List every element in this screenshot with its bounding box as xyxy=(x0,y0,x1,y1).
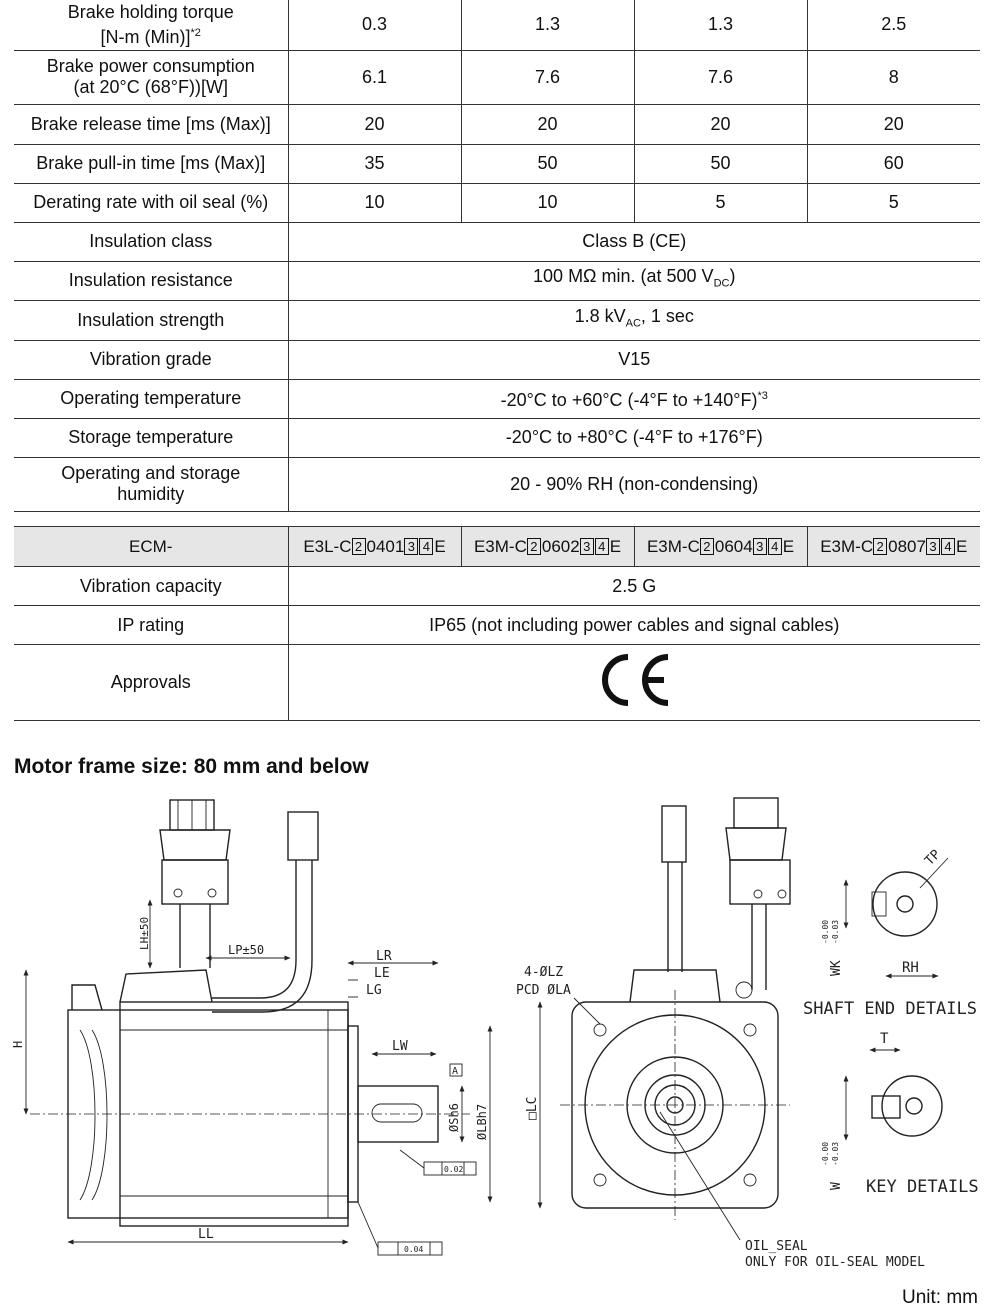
table-row xyxy=(14,261,980,300)
cell-value: 20 xyxy=(461,104,634,144)
cell-value: -20°C to +60°C (-4°F to +140°F)$^{*3}$ xyxy=(288,379,980,418)
dim-lw: LW xyxy=(392,1039,408,1054)
cell-value: 60 xyxy=(807,144,980,183)
table-row xyxy=(14,645,980,721)
row-label: Storage temperature xyxy=(14,418,288,457)
ce-mark-cell xyxy=(288,645,980,721)
dim-lg: LG xyxy=(366,983,382,998)
side-view xyxy=(11,800,490,1255)
dim-le: LE xyxy=(374,966,390,981)
unit-note: Unit: mm xyxy=(902,1287,978,1308)
cell-value: 20 xyxy=(807,104,980,144)
cell-value: 1.8 $kV_{AC}$, 1 sec xyxy=(288,300,980,340)
cell-value: 10 xyxy=(461,183,634,222)
spec-table-environment xyxy=(14,0,980,512)
front-view xyxy=(516,798,925,1270)
cell-value: 1.3 xyxy=(634,0,807,50)
dim-lb: ØLBh7 xyxy=(475,1103,489,1140)
label-oil-seal: OIL_SEAL xyxy=(745,1239,808,1254)
table-row xyxy=(14,606,980,645)
model-number: E3L-C 2 0401 3 4 E xyxy=(288,527,461,567)
motor-dimension-drawing xyxy=(0,780,1000,1280)
header-ecm: ECM- xyxy=(14,527,288,567)
label-t: T xyxy=(880,1031,889,1047)
row-label: Insulation strength xyxy=(14,300,288,340)
section-title: Motor frame size: 80 mm and below xyxy=(14,755,369,778)
table-row xyxy=(14,567,980,606)
cell-value: Class B (CE) xyxy=(288,222,980,261)
model-number: E3M-C 2 0604 3 4 E xyxy=(634,527,807,567)
wk-tol-1: -0.00 xyxy=(821,919,830,944)
cell-value: 5 xyxy=(634,183,807,222)
cell-value: 1.3 xyxy=(461,0,634,50)
row-label: Brake pull-in time [ms (Max)] xyxy=(14,144,288,183)
cell-value: V15 xyxy=(288,340,980,379)
row-label: IP rating xyxy=(14,606,288,645)
tol-perp: 0.04 xyxy=(404,1245,424,1254)
cell-value: 20 - 90% RH (non-condensing) xyxy=(288,457,980,511)
table-row xyxy=(14,300,980,340)
label-rh: RH xyxy=(902,960,919,976)
key-details-title: KEY DETAILS xyxy=(866,1177,979,1197)
row-label: Brake holding torque [N-m (Min)]$^{*2}$ xyxy=(14,0,288,50)
table-row xyxy=(14,340,980,379)
cell-value: 8 xyxy=(807,50,980,104)
cell-value: 20 xyxy=(634,104,807,144)
row-label: Brake release time [ms (Max)] xyxy=(14,104,288,144)
table-row xyxy=(14,379,980,418)
cell-value: 10 xyxy=(288,183,461,222)
cell-value: 7.6 xyxy=(634,50,807,104)
row-label: Vibration capacity xyxy=(14,567,288,606)
dim-ll: LL xyxy=(198,1227,214,1242)
cell-value: 20 xyxy=(288,104,461,144)
cell-value: 5 xyxy=(807,183,980,222)
model-number: E3M-C 2 0602 3 4 E xyxy=(461,527,634,567)
row-label: Vibration grade xyxy=(14,340,288,379)
table-row xyxy=(14,222,980,261)
row-label: Derating rate with oil seal (%) xyxy=(14,183,288,222)
row-label: Insulation resistance xyxy=(14,261,288,300)
wk-tol-2: -0.03 xyxy=(831,919,840,944)
model-number: E3M-C 2 0807 3 4 E xyxy=(807,527,980,567)
label-lz: 4-ØLZ xyxy=(524,965,564,980)
label-pcd: PCD ØLA xyxy=(516,983,571,998)
cell-value: 50 xyxy=(634,144,807,183)
dim-lc: □LC xyxy=(525,1096,540,1120)
spec-table-approvals xyxy=(14,526,980,721)
cell-value: 6.1 xyxy=(288,50,461,104)
table-row xyxy=(14,0,980,50)
row-label: Brake power consumption (at 20°C (68°F))[W] xyxy=(14,50,288,104)
table-header-row xyxy=(14,527,980,567)
w-tol-1: -0.00 xyxy=(821,1141,830,1166)
cell-value: 0.3 xyxy=(288,0,461,50)
label-oil-seal-note: ONLY FOR OIL-SEAL MODEL xyxy=(745,1255,926,1270)
table-row xyxy=(14,183,980,222)
table-row xyxy=(14,104,980,144)
table-row xyxy=(14,50,980,104)
row-label: Operating and storage humidity xyxy=(14,457,288,511)
datum-a: A xyxy=(452,1066,459,1077)
cell-value: 2.5 G xyxy=(288,567,980,606)
table-row xyxy=(14,418,980,457)
shaft-end-details xyxy=(803,847,977,1019)
tol-runout: 0.02 xyxy=(444,1165,464,1174)
row-label: Insulation class xyxy=(14,222,288,261)
cell-value: 7.6 xyxy=(461,50,634,104)
row-label: Operating temperature xyxy=(14,379,288,418)
cell-value: 2.5 xyxy=(807,0,980,50)
cell-value: 100 MΩ min. (at 500 $V_{DC}$) xyxy=(288,261,980,300)
ce-mark-icon xyxy=(594,653,674,707)
dim-h: H xyxy=(11,1040,25,1048)
dim-lh: LH±50 xyxy=(138,916,151,950)
label-tp: TP xyxy=(922,847,944,869)
cell-value: IP65 (not including power cables and signal cables) xyxy=(288,606,980,645)
table-row xyxy=(14,457,980,511)
label-w: W xyxy=(829,1182,844,1190)
cell-value: -20°C to +80°C (-4°F to +176°F) xyxy=(288,418,980,457)
cell-value: 50 xyxy=(461,144,634,183)
dim-sh: ØSh6 xyxy=(447,1103,461,1132)
dim-lr: LR xyxy=(376,949,392,964)
shaft-end-title: SHAFT END DETAILS xyxy=(803,999,977,1019)
table-row xyxy=(14,144,980,183)
label-wk: WK xyxy=(829,960,844,976)
key-details xyxy=(821,1031,979,1197)
w-tol-2: -0.03 xyxy=(831,1141,840,1166)
dim-lp: LP±50 xyxy=(228,943,265,957)
cell-value: 35 xyxy=(288,144,461,183)
row-label: Approvals xyxy=(14,645,288,721)
